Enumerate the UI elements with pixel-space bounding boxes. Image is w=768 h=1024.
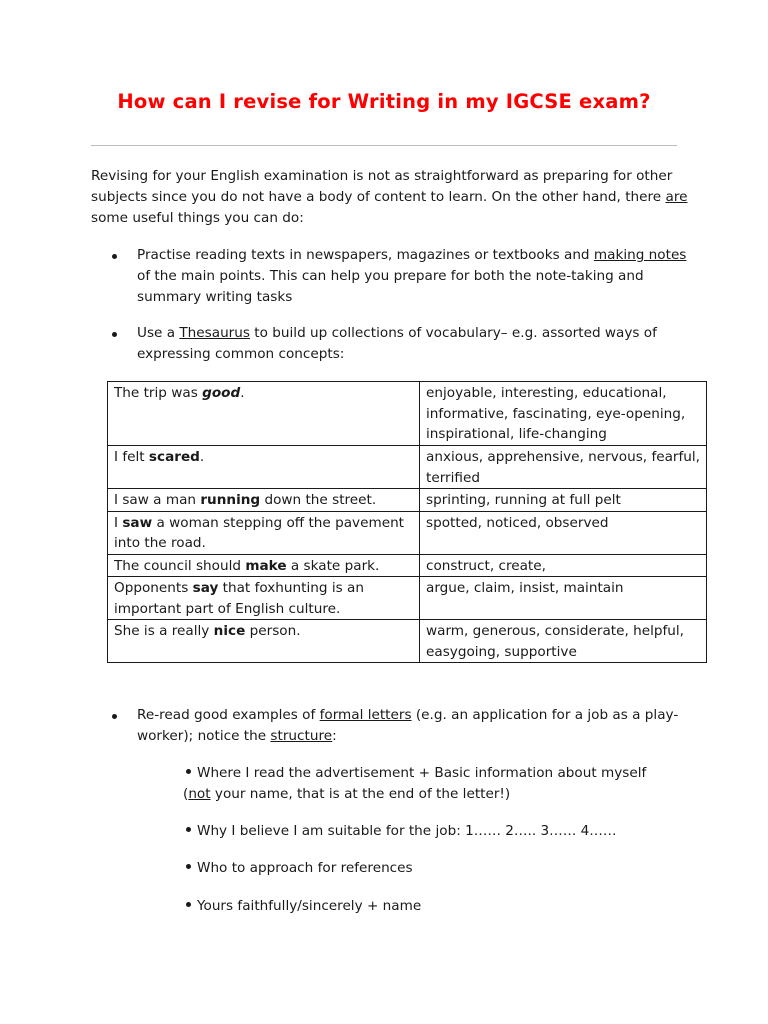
sentence-text: that foxhunting is an important part of English culture. [114,580,364,617]
synonyms-cell: warm, generous, considerate, helpful, easygoing, supportive [420,620,707,663]
bullet-item-formal-letters [91,705,691,747]
table-row [108,511,707,554]
table-row [108,577,707,620]
bullet2-text-2: to build up collections of vocabulary– e.g. assorted ways of expressing common concepts: [137,325,657,362]
bullet-list-3 [91,705,691,747]
keyword: say [192,580,219,596]
sentence-cell [108,446,420,489]
bullet-dot-icon [186,902,191,907]
sentence-cell [108,382,420,446]
sentence-cell [108,577,420,620]
bullet-dot-icon [112,254,117,259]
horizontal-rule [91,145,677,146]
bullet1-text-2: of the main points. This can help you prepare for both the note-taking and summary writing tasks [137,268,644,305]
sentence-text: The trip was [114,385,203,401]
sentence-cell [108,489,420,512]
synonyms-cell: anxious, apprehensive, nervous, fearful, terrified [420,446,707,489]
synonyms-cell: sprinting, running at full pelt [420,489,707,512]
table-row [108,554,707,577]
bullet-dot-icon [112,714,117,719]
keyword: nice [213,623,246,639]
bullet2-text-1: Use a [137,325,180,341]
sub-item-signoff [183,896,653,917]
table-row [108,382,707,446]
bullet-dot-icon [186,769,191,774]
sub-item-underlined: not [188,786,211,802]
keyword: saw [122,514,153,531]
sentence-cell [108,554,420,577]
sub-item-text: Yours faithfully/sincerely + name [197,898,422,914]
sentence-text: I felt [114,449,149,465]
table-row [108,446,707,489]
sub-item-suitability [183,821,653,842]
bullet-dot-icon [186,864,191,869]
page-title: How can I revise for Writing in my IGCSE exam? [117,90,651,113]
sub-item-text: Where I read the advertisement + Basic information about myself ( [183,765,647,802]
keyword: scared [148,449,200,465]
sentence-text: The council should [114,557,246,574]
synonyms-cell: argue, claim, insist, maintain [420,577,707,620]
bullet2-underlined: Thesaurus [179,325,250,341]
sentence-text: person. [245,623,301,639]
synonyms-cell: construct, create, [420,554,707,577]
bullet3-text-2: (e.g. an application for a job as a play-worker); notice the [137,707,679,744]
sentence-text: . [199,449,205,465]
sentence-cell [108,511,420,554]
sentence-text: Opponents [114,580,193,596]
sentence-text: She is a really [114,623,214,639]
sentence-text: I [114,514,123,531]
bullet-dot-icon [112,332,117,337]
bullet-list-1 [91,245,691,308]
sub-item-text: your name, that is at the end of the letter!) [210,786,511,802]
bullet3-text-3: : [332,728,337,744]
synonyms-cell: enjoyable, interesting, educational, informative, fascinating, eye-opening, inspirational, life-changing [420,382,707,446]
bullet3-underlined-1: formal letters [319,707,412,723]
intro-text-2: some useful things you can do: [91,210,304,226]
keyword: make [245,557,287,574]
sentence-text: a woman stepping off the pavement into the road. [114,514,405,551]
intro-paragraph [91,166,691,229]
sub-item-advertisement [183,763,653,805]
sub-item-references [183,858,653,879]
vocabulary-table [107,381,707,663]
intro-underlined: are [665,189,688,205]
sentence-text: a skate park. [286,557,380,574]
keyword: running [200,492,261,508]
bullet-item-reading [91,245,691,308]
keyword: good [202,385,241,401]
sentence-text: down the street. [260,492,377,508]
table-row [108,489,707,512]
sub-item-text: Who to approach for references [197,860,413,876]
bullet3-text-1: Re-read good examples of [137,707,320,723]
bullet3-underlined-2: structure [270,728,333,744]
synonyms-cell: spotted, noticed, observed [420,511,707,554]
table-row [108,620,707,663]
sentence-cell [108,620,420,663]
bullet-item-thesaurus [91,323,691,365]
bullet-dot-icon [186,827,191,832]
intro-text-1: Revising for your English examination is not as straightforward as preparing for other subjects since you do not have a body of content to learn. On the other hand, there [91,168,673,205]
sentence-text: . [240,385,245,401]
bullet1-underlined: making notes [593,247,687,263]
bullet-list-2 [91,323,691,365]
sentence-text: I saw a man [114,492,201,508]
sub-item-text: Why I believe I am suitable for the job: 1…… 2….. 3…… 4…… [197,823,617,839]
bullet1-text-1: Practise reading texts in newspapers, magazines or textbooks and [137,247,594,263]
